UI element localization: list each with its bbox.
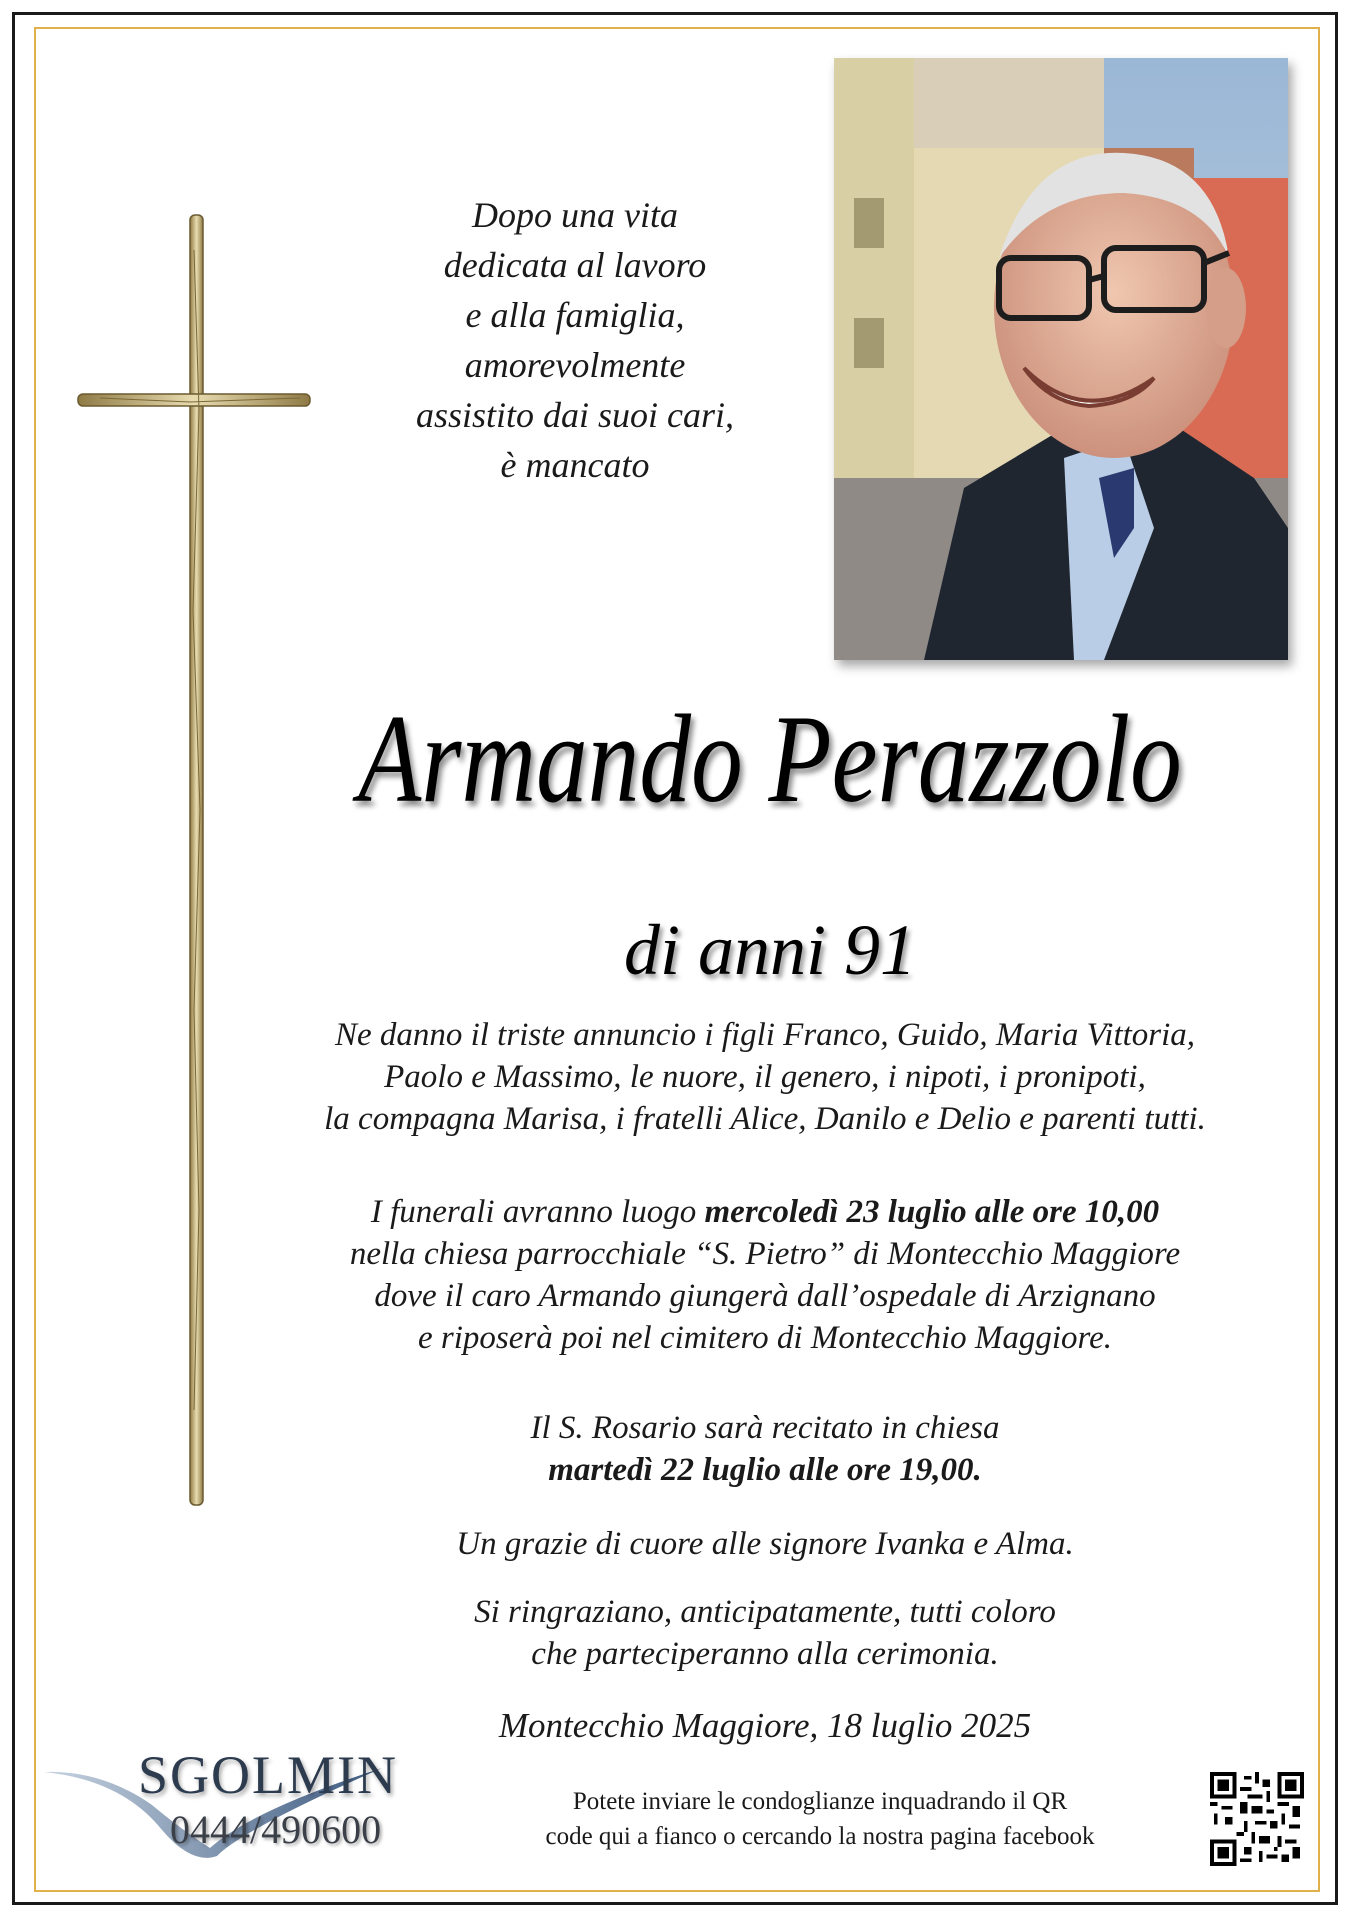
funeral-line: e riposerà poi nel cimitero di Montecchio Maggiore. <box>417 1320 1113 1356</box>
rosary-datetime <box>340 1449 1190 1491</box>
agency-logo <box>42 1740 422 1890</box>
intro-line: è mancato <box>500 445 650 485</box>
rosary-line: Il S. Rosario sarà recitato in chiesa <box>530 1410 1000 1446</box>
announcement-line: Paolo e Massimo, le nuore, il genero, i nipoti, i pronipoti, <box>384 1059 1146 1095</box>
deceased-age: di anni 91 <box>623 910 916 990</box>
funeral-info <box>240 1191 1290 1359</box>
intro-line: Dopo una vita <box>472 195 678 235</box>
deceased-name: Armando Perazzolo <box>358 690 1182 829</box>
condolences-line: code qui a fianco o cercando la nostra pagina facebook <box>545 1823 1095 1850</box>
funeral-intro: I funerali avranno luogo <box>370 1194 705 1230</box>
funeral-datetime: mercoledì 23 luglio alle ore 10,00 <box>704 1194 1160 1230</box>
funeral-line: nella chiesa parrocchiale “S. Pietro” di Montecchio Maggiore <box>349 1236 1181 1272</box>
portrait-photo <box>834 58 1288 660</box>
agency-name: SGOLMIN <box>138 1745 399 1805</box>
thanks-caregivers: Un grazie di cuore alle signore Ivanka e Alma. <box>456 1526 1074 1562</box>
rosary-datetime-text: martedì 22 luglio alle ore 19,00. <box>548 1452 982 1488</box>
intro-text <box>360 190 790 490</box>
place-date: Montecchio Maggiore, 18 luglio 2025 <box>498 1706 1032 1745</box>
funeral-line <box>240 1191 1290 1233</box>
thanks-line: Si ringraziano, anticipatamente, tutti coloro <box>474 1594 1056 1630</box>
qr-code-icon[interactable] <box>1210 1772 1304 1866</box>
announcement-line: la compagna Marisa, i fratelli Alice, Danilo e Delio e parenti tutti. <box>324 1101 1206 1137</box>
rosary-info <box>340 1407 1190 1491</box>
announcement-line: Ne danno il triste annuncio i figli Franco, Guido, Maria Vittoria, <box>334 1017 1196 1053</box>
thanks-line: che parteciperanno alla cerimonia. <box>531 1636 999 1672</box>
intro-line: e alla famiglia, <box>465 295 685 335</box>
intro-line: amorevolmente <box>464 345 686 385</box>
condolences-line: Potete inviare le condoglianze inquadrando il QR <box>572 1788 1068 1815</box>
announcement <box>220 1014 1310 1140</box>
agency-phone: 0444/490600 <box>170 1807 382 1852</box>
intro-line: dedicata al lavoro <box>443 245 707 285</box>
thanks-attendees <box>340 1591 1190 1675</box>
funeral-line: dove il caro Armando giungerà dall’ospedale di Arzignano <box>374 1278 1156 1314</box>
condolences-note <box>470 1784 1170 1854</box>
intro-line: assistito dai suoi cari, <box>415 395 735 435</box>
